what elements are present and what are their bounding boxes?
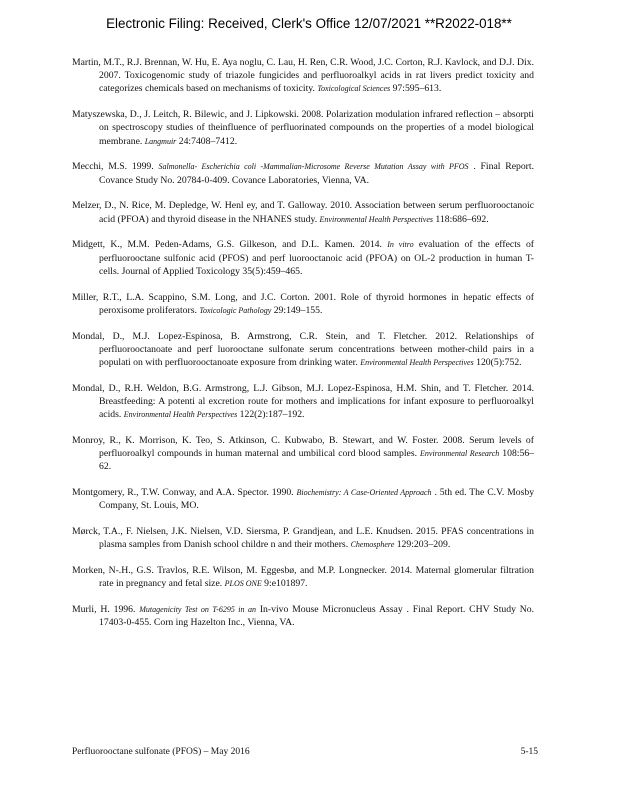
- ref-tail: 108:56–62.: [99, 448, 535, 473]
- ref-journal: Toxicological Sciences: [317, 84, 391, 94]
- ref-journal: Mutagenicity Test on T-6295 in an: [139, 605, 256, 615]
- ref-tail: 129:203–209.: [396, 539, 451, 551]
- ref-authors: Mørck, T.A., F. Nielsen, J.K. Nielsen, V.D. Siersma, P. Grandjean, and L.E. Knudsen. 2015. PFAS concentrations in plasma samples from Danish school childre n and their mothers.: [72, 526, 534, 551]
- ref-authors: Morken, N-.H., G.S. Travlos, R.E. Wilson, M. Eggesbø, and M.P. Longnecker. 2014. Maternal glomerular filtration rate in pregnancy and fetal size.: [72, 565, 534, 590]
- ref-journal: Environmental Research: [420, 449, 500, 459]
- reference-entry: [72, 603, 534, 629]
- ref-authors: Monroy, R., K. Morrison, K. Teo, S. Atkinson, C. Kubwabo, B. Stewart, and W. Foster. 2008. Serum levels of perfluoroalkyl compounds in human maternal and umbilical cord blood samples.: [72, 435, 534, 460]
- reference-entry: [72, 486, 534, 512]
- ref-authors: Miller, R.T., L.A. Scappino, S.M. Long, and J.C. Corton. 2001. Role of thyroid hormones in hepatic effects of peroxisome proliferators.: [72, 291, 534, 316]
- ref-tail: 122(2):187–192.: [239, 409, 305, 421]
- ref-journal: Environmental Health Perspectives: [319, 214, 433, 224]
- reference-entry: [72, 434, 534, 474]
- ref-tail: 24:7408–7412.: [178, 135, 238, 147]
- ref-authors: Mecchi, M.S. 1999.: [72, 161, 154, 173]
- reference-entry: [72, 108, 534, 148]
- ref-journal: Chemosphere: [350, 540, 395, 550]
- ref-tail: . Final Report. Covance Study No. 20784-0-409. Covance Laboratories, Vienna, VA.: [99, 161, 535, 186]
- reference-entry: [72, 238, 534, 278]
- ref-authors: Martin, M.T., R.J. Brennan, W. Hu, E. Aya noglu, C. Lau, H. Ren, C.R. Wood, J.C. Corton, R.J. Kavlock, and D.J. Dix. 2007. Toxicogenomic study of triazole fungicides and perfluoroalkyl acids in rat livers predict toxicity and categorizes chemicals based on mechanisms of toxicity.: [72, 57, 534, 95]
- ref-journal: Environmental Health Perspectives: [123, 410, 238, 420]
- ref-authors: Midgett, K., M.M. Peden-Adams, G.S. Gilkeson, and D.L. Kamen. 2014.: [72, 239, 382, 251]
- ref-tail: 120(5):752.: [476, 357, 522, 369]
- reference-entry: [72, 564, 534, 590]
- ref-journal: Environmental Health Perspectives: [360, 358, 474, 368]
- reference-entry: [72, 330, 534, 370]
- reference-entry: [72, 199, 534, 225]
- reference-list: [72, 56, 534, 642]
- footer-page-number: 5-15: [520, 747, 538, 757]
- ref-authors: Mondal, D., R.H. Weldon, B.G. Armstrong, L.J. Gibson, M.J. Lopez-Espinosa, H.M. Shin, and T. Fletcher. 2014. Breastfeeding: A potenti al excretion route for mothers and implications for infant exposure to perfluoroalkyl acids.: [72, 382, 534, 421]
- ref-journal: Langmuir: [144, 136, 177, 146]
- ref-tail: evaluation of the effects of perfluorooctane sulfonic acid (PFOS) and perf luorooctanoic acid (PFOA) on OL-2 production in human T-cells. Journal of Applied Toxicology 35(5):459–465.: [99, 239, 535, 277]
- ref-authors: Matyszewska, D., J. Leitch, R. Bilewic, and J. Lipkowski. 2008. Polarization modulation infrared reflection – absorpti on spectroscopy studies of theinfluence of perfluorinated compounds on the properties of a model biological membrane.: [72, 109, 534, 147]
- ref-journal: Biochemistry: A Case-Oriented Approach: [296, 488, 432, 498]
- ref-authors: Murli, H. 1996.: [72, 604, 136, 616]
- ref-journal: Salmonella- Escherichia coli -Mammalian-Microsome Reverse Mutation Assay with PFOS: [158, 162, 469, 172]
- reference-entry: [72, 291, 534, 317]
- footer-document-title: Perfluorooctane sulfonate (PFOS) – May 2016: [72, 747, 250, 757]
- ref-authors: Mondal, D., M.J. Lopez-Espinosa, B. Armstrong, C.R. Stein, and T. Fletcher. 2012. Relationships of perfluorooctanoate and perf luorooctane sulfonate serum concentrations between mother-child pairs in a populati on with perfluorooctanoate exposure from drinking water.: [72, 330, 534, 369]
- ref-tail: 29:149–155.: [273, 304, 323, 316]
- ref-tail: 97:595–613.: [392, 83, 442, 95]
- ref-tail: 9:e101897.: [264, 578, 308, 590]
- reference-entry: [72, 525, 534, 551]
- ref-tail: . 5th ed. The C.V. Mosby Company, St. Louis, MO.: [99, 487, 535, 512]
- ref-journal: In vitro: [387, 240, 414, 250]
- ref-tail: 118:686–692.: [435, 213, 489, 225]
- ref-tail: In-vivo Mouse Micronucleus Assay . Final Report. CHV Study No. 17403-0-455. Corn ing Hazelton Inc., Vienna, VA.: [99, 604, 535, 629]
- ref-journal: Toxicologic Pathology: [199, 305, 272, 315]
- ref-authors: Melzer, D., N. Rice, M. Depledge, W. Henl ey, and T. Galloway. 2010. Association between serum perfluorooctanoic acid (PFOA) and thyroid disease in the NHANES study.: [72, 200, 534, 225]
- ref-journal: PLOS ONE: [224, 579, 262, 589]
- reference-entry: [72, 56, 534, 96]
- reference-entry: [72, 382, 534, 422]
- ref-authors: Montgomery, R., T.W. Conway, and A.A. Spector. 1990.: [72, 487, 294, 499]
- filing-header: Electronic Filing: Received, Clerk's Office 12/07/2021 **R2022-018**: [106, 16, 512, 31]
- reference-entry: [72, 160, 534, 186]
